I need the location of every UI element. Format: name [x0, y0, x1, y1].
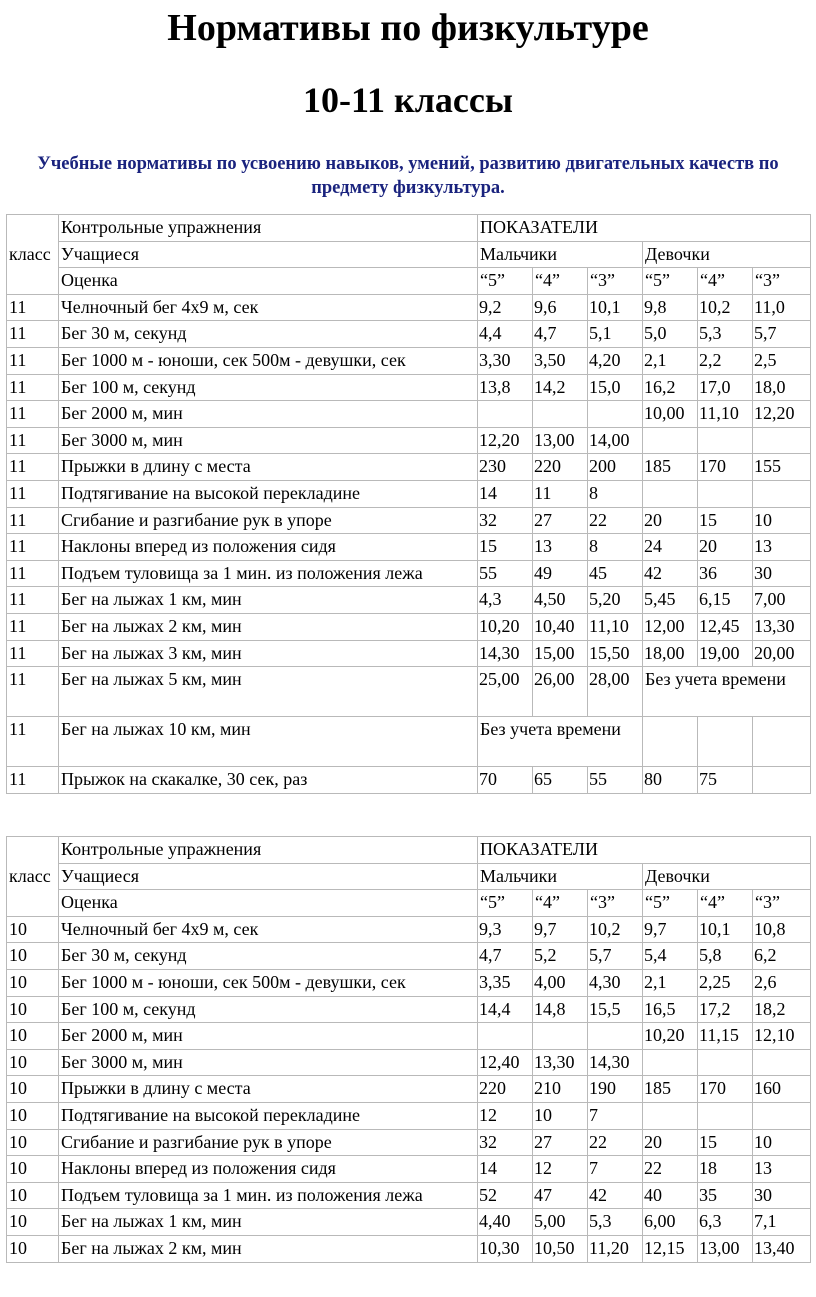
value-cell: 80	[643, 767, 698, 794]
value-cell: 14,4	[478, 996, 533, 1023]
table-row	[7, 613, 811, 640]
exercise-name-cell: Бег 30 м, секунд	[59, 943, 478, 970]
value-cell: 12	[478, 1102, 533, 1129]
value-cell: 20	[643, 1129, 698, 1156]
table-row	[7, 534, 811, 561]
value-cell: 13	[753, 534, 811, 561]
value-cell: 3,30	[478, 347, 533, 374]
exercise-name-cell: Бег 100 м, секунд	[59, 374, 478, 401]
class-header: класс	[7, 215, 59, 295]
value-cell: 70	[478, 767, 533, 794]
value-cell: 6,3	[698, 1209, 753, 1236]
table-row	[7, 1023, 811, 1050]
value-cell: 13,30	[533, 1049, 588, 1076]
value-cell: 14,30	[478, 640, 533, 667]
value-cell: 15,5	[588, 996, 643, 1023]
value-cell: 7,00	[753, 587, 811, 614]
class-cell: 11	[7, 374, 59, 401]
table-row	[7, 640, 811, 667]
value-cell: 15	[698, 507, 753, 534]
value-cell: 210	[533, 1076, 588, 1103]
value-cell: 2,1	[643, 969, 698, 996]
exercise-name-cell: Бег 2000 м, мин	[59, 1023, 478, 1050]
value-cell: 5,7	[588, 943, 643, 970]
exercises-header: Контрольные упражнения	[59, 215, 478, 242]
value-cell: 17,0	[698, 374, 753, 401]
grade-4-boys: “4”	[533, 890, 588, 917]
indicators-header: ПОКАЗАТЕЛИ	[478, 215, 811, 242]
value-cell: 9,8	[643, 294, 698, 321]
value-cell	[753, 480, 811, 507]
value-cell: 22	[588, 507, 643, 534]
value-cell: 160	[753, 1076, 811, 1103]
value-cell: 8	[588, 480, 643, 507]
value-cell: 15,0	[588, 374, 643, 401]
value-cell: 32	[478, 507, 533, 534]
table-row	[7, 1049, 811, 1076]
exercise-name-cell: Подъем туловища за 1 мин. из положения лежа	[59, 1182, 478, 1209]
value-cell: 18	[698, 1156, 753, 1183]
value-cell: 10,20	[478, 613, 533, 640]
value-cell: 2,25	[698, 969, 753, 996]
class-cell: 11	[7, 480, 59, 507]
value-cell: 35	[698, 1182, 753, 1209]
exercise-name-cell: Бег 3000 м, мин	[59, 1049, 478, 1076]
value-cell: 170	[698, 1076, 753, 1103]
value-cell: 15,00	[533, 640, 588, 667]
value-cell: 22	[588, 1129, 643, 1156]
exercise-name-cell: Челночный бег 4х9 м, сек	[59, 294, 478, 321]
value-cell: 185	[643, 1076, 698, 1103]
value-cell	[643, 480, 698, 507]
norms-table-grade-10	[6, 836, 811, 1263]
value-cell: 7	[588, 1102, 643, 1129]
value-cell: 13,30	[753, 613, 811, 640]
value-cell: 16,5	[643, 996, 698, 1023]
value-cell: 5,2	[533, 943, 588, 970]
value-cell: 65	[533, 767, 588, 794]
value-cell	[698, 717, 753, 767]
value-cell: 4,50	[533, 587, 588, 614]
table-row	[7, 587, 811, 614]
value-cell: 12,20	[753, 401, 811, 428]
value-cell: 10,2	[698, 294, 753, 321]
boys-header: Мальчики	[478, 863, 643, 890]
value-cell: 24	[643, 534, 698, 561]
grade-5-boys: “5”	[478, 268, 533, 295]
exercise-name-cell: Наклоны вперед из положения сидя	[59, 534, 478, 561]
exercise-name-cell: Челночный бег 4х9 м, сек	[59, 916, 478, 943]
value-cell: 10	[753, 507, 811, 534]
class-cell: 11	[7, 587, 59, 614]
table-row	[7, 507, 811, 534]
value-cell	[588, 401, 643, 428]
value-cell: 18,00	[643, 640, 698, 667]
boys-header: Мальчики	[478, 241, 643, 268]
indicators-header: ПОКАЗАТЕЛИ	[478, 837, 811, 864]
value-cell: 30	[753, 560, 811, 587]
girls-header: Девочки	[643, 863, 811, 890]
value-cell: 4,40	[478, 1209, 533, 1236]
class-cell: 11	[7, 401, 59, 428]
value-cell: 6,00	[643, 1209, 698, 1236]
value-cell: 14,00	[588, 427, 643, 454]
value-cell	[588, 1023, 643, 1050]
value-cell: 10	[753, 1129, 811, 1156]
value-cell: 10,30	[478, 1235, 533, 1262]
value-cell	[753, 767, 811, 794]
value-cell: 12,15	[643, 1235, 698, 1262]
exercise-name-cell: Бег 30 м, секунд	[59, 321, 478, 348]
value-cell: 9,2	[478, 294, 533, 321]
value-cell: 10,40	[533, 613, 588, 640]
value-cell: 2,2	[698, 347, 753, 374]
value-cell: 10,8	[753, 916, 811, 943]
value-cell: 3,50	[533, 347, 588, 374]
table-row	[7, 1129, 811, 1156]
value-cell: 8	[588, 534, 643, 561]
grade-11-rows	[7, 294, 811, 793]
value-cell: 9,7	[533, 916, 588, 943]
value-cell: 11,15	[698, 1023, 753, 1050]
table-row	[7, 1156, 811, 1183]
value-cell: 27	[533, 507, 588, 534]
girls-note-cell: Без учета времени	[643, 667, 811, 717]
class-cell: 11	[7, 321, 59, 348]
value-cell	[753, 1102, 811, 1129]
value-cell: 170	[698, 454, 753, 481]
class-cell: 11	[7, 640, 59, 667]
value-cell: 7	[588, 1156, 643, 1183]
value-cell: 45	[588, 560, 643, 587]
value-cell: 230	[478, 454, 533, 481]
value-cell: 12,45	[698, 613, 753, 640]
value-cell	[478, 1023, 533, 1050]
value-cell: 12	[533, 1156, 588, 1183]
value-cell	[753, 427, 811, 454]
table-row	[7, 969, 811, 996]
value-cell: 10,2	[588, 916, 643, 943]
value-cell: 5,45	[643, 587, 698, 614]
value-cell: 10,00	[643, 401, 698, 428]
exercise-name-cell: Бег 2000 м, мин	[59, 401, 478, 428]
class-cell: 10	[7, 1235, 59, 1262]
boys-note-cell: Без учета времени	[478, 717, 643, 767]
value-cell	[478, 401, 533, 428]
value-cell: 40	[643, 1182, 698, 1209]
value-cell: 10,1	[588, 294, 643, 321]
table-row	[7, 427, 811, 454]
value-cell: 42	[588, 1182, 643, 1209]
value-cell: 12,10	[753, 1023, 811, 1050]
class-cell: 10	[7, 1209, 59, 1236]
class-cell: 10	[7, 1076, 59, 1103]
grade-header: Оценка	[59, 268, 478, 295]
class-cell: 11	[7, 507, 59, 534]
value-cell: 30	[753, 1182, 811, 1209]
value-cell: 15	[478, 534, 533, 561]
value-cell: 12,20	[478, 427, 533, 454]
value-cell	[698, 1102, 753, 1129]
class-cell: 10	[7, 1156, 59, 1183]
exercise-name-cell: Сгибание и разгибание рук в упоре	[59, 1129, 478, 1156]
exercise-name-cell: Прыжки в длину с места	[59, 454, 478, 481]
value-cell	[533, 1023, 588, 1050]
value-cell: 16,2	[643, 374, 698, 401]
grade-10-rows	[7, 916, 811, 1262]
value-cell: 25,00	[478, 667, 533, 717]
table-row	[7, 1235, 811, 1262]
table-row	[7, 1076, 811, 1103]
value-cell: 14	[478, 480, 533, 507]
value-cell: 4,00	[533, 969, 588, 996]
table-row	[7, 943, 811, 970]
value-cell: 4,3	[478, 587, 533, 614]
value-cell: 5,20	[588, 587, 643, 614]
grade-3-boys: “3”	[588, 890, 643, 917]
exercise-name-cell: Бег на лыжах 1 км, мин	[59, 1209, 478, 1236]
value-cell: 32	[478, 1129, 533, 1156]
value-cell	[643, 1049, 698, 1076]
value-cell: 11,0	[753, 294, 811, 321]
value-cell: 220	[533, 454, 588, 481]
value-cell: 14,30	[588, 1049, 643, 1076]
value-cell: 11,20	[588, 1235, 643, 1262]
value-cell: 11	[533, 480, 588, 507]
value-cell	[698, 1049, 753, 1076]
class-header: класс	[7, 837, 59, 917]
table-row	[7, 667, 811, 717]
value-cell	[698, 480, 753, 507]
page-description: Учебные нормативы по усвоению навыков, умений, развитию двигательных качеств по предмету физкультура.	[37, 154, 779, 198]
value-cell: 20,00	[753, 640, 811, 667]
class-cell: 11	[7, 347, 59, 374]
page-subtitle: 10-11 классы	[302, 80, 513, 120]
value-cell: 42	[643, 560, 698, 587]
exercise-name-cell: Подтягивание на высокой перекладине	[59, 1102, 478, 1129]
exercises-header: Контрольные упражнения	[59, 837, 478, 864]
value-cell	[698, 427, 753, 454]
exercise-name-cell: Сгибание и разгибание рук в упоре	[59, 507, 478, 534]
grade-4-boys: “4”	[533, 268, 588, 295]
table-row	[7, 767, 811, 794]
table-row	[7, 480, 811, 507]
table-row	[7, 347, 811, 374]
exercise-name-cell: Прыжок на скакалке, 30 сек, раз	[59, 767, 478, 794]
grade-5-girls: “5”	[643, 890, 698, 917]
grade-5-boys: “5”	[478, 890, 533, 917]
value-cell: 47	[533, 1182, 588, 1209]
value-cell: 7,1	[753, 1209, 811, 1236]
exercise-name-cell: Бег на лыжах 3 км, мин	[59, 640, 478, 667]
value-cell: 14,8	[533, 996, 588, 1023]
value-cell: 4,20	[588, 347, 643, 374]
value-cell: 6,2	[753, 943, 811, 970]
value-cell: 10,20	[643, 1023, 698, 1050]
value-cell	[753, 717, 811, 767]
value-cell: 75	[698, 767, 753, 794]
table-row	[7, 916, 811, 943]
value-cell: 15,50	[588, 640, 643, 667]
value-cell: 4,7	[478, 943, 533, 970]
value-cell: 10	[533, 1102, 588, 1129]
value-cell: 28,00	[588, 667, 643, 717]
exercise-name-cell: Бег на лыжах 2 км, мин	[59, 613, 478, 640]
exercise-name-cell: Подтягивание на высокой перекладине	[59, 480, 478, 507]
table-row	[7, 1102, 811, 1129]
value-cell: 185	[643, 454, 698, 481]
class-cell: 10	[7, 943, 59, 970]
value-cell: 19,00	[698, 640, 753, 667]
class-cell: 11	[7, 613, 59, 640]
grade-4-girls: “4”	[698, 890, 753, 917]
value-cell: 26,00	[533, 667, 588, 717]
class-cell: 11	[7, 427, 59, 454]
value-cell: 6,15	[698, 587, 753, 614]
exercise-name-cell: Бег 1000 м - юноши, сек 500м - девушки, сек	[59, 347, 478, 374]
value-cell: 52	[478, 1182, 533, 1209]
grade-3-girls: “3”	[753, 890, 811, 917]
value-cell: 13,00	[698, 1235, 753, 1262]
value-cell: 14,2	[533, 374, 588, 401]
table-row	[7, 717, 811, 767]
girls-header: Девочки	[643, 241, 811, 268]
value-cell: 200	[588, 454, 643, 481]
table-row	[7, 401, 811, 428]
value-cell: 220	[478, 1076, 533, 1103]
value-cell: 18,2	[753, 996, 811, 1023]
class-cell: 10	[7, 1023, 59, 1050]
value-cell: 5,7	[753, 321, 811, 348]
students-header: Учащиеся	[59, 863, 478, 890]
value-cell: 18,0	[753, 374, 811, 401]
table-row	[7, 374, 811, 401]
value-cell	[533, 401, 588, 428]
grade-3-girls: “3”	[753, 268, 811, 295]
table-row	[7, 454, 811, 481]
table-row	[7, 996, 811, 1023]
class-cell: 11	[7, 560, 59, 587]
value-cell: 5,3	[588, 1209, 643, 1236]
value-cell: 2,6	[753, 969, 811, 996]
value-cell: 5,00	[533, 1209, 588, 1236]
value-cell: 3,35	[478, 969, 533, 996]
table-row	[7, 560, 811, 587]
value-cell	[753, 1049, 811, 1076]
exercise-name-cell: Подъем туловища за 1 мин. из положения лежа	[59, 560, 478, 587]
grade-5-girls: “5”	[643, 268, 698, 295]
value-cell	[643, 717, 698, 767]
class-cell: 11	[7, 454, 59, 481]
class-cell: 10	[7, 1182, 59, 1209]
class-cell: 11	[7, 767, 59, 794]
class-cell: 11	[7, 717, 59, 767]
value-cell: 11,10	[698, 401, 753, 428]
students-header: Учащиеся	[59, 241, 478, 268]
value-cell: 155	[753, 454, 811, 481]
class-cell: 10	[7, 1049, 59, 1076]
value-cell: 20	[698, 534, 753, 561]
grade-3-boys: “3”	[588, 268, 643, 295]
exercise-name-cell: Бег на лыжах 2 км, мин	[59, 1235, 478, 1262]
class-cell: 11	[7, 667, 59, 717]
value-cell	[643, 427, 698, 454]
page-title: Нормативы по физкультуре	[167, 7, 649, 49]
table-row	[7, 294, 811, 321]
exercise-name-cell: Бег на лыжах 10 км, мин	[59, 717, 478, 767]
value-cell: 9,6	[533, 294, 588, 321]
value-cell: 13,00	[533, 427, 588, 454]
value-cell: 2,5	[753, 347, 811, 374]
exercise-name-cell: Бег на лыжах 5 км, мин	[59, 667, 478, 717]
value-cell: 4,30	[588, 969, 643, 996]
value-cell: 55	[478, 560, 533, 587]
value-cell: 55	[588, 767, 643, 794]
value-cell: 12,40	[478, 1049, 533, 1076]
value-cell: 5,8	[698, 943, 753, 970]
value-cell: 22	[643, 1156, 698, 1183]
value-cell: 5,1	[588, 321, 643, 348]
table-row	[7, 321, 811, 348]
value-cell: 9,3	[478, 916, 533, 943]
value-cell: 49	[533, 560, 588, 587]
value-cell: 10,1	[698, 916, 753, 943]
exercise-name-cell: Бег 100 м, секунд	[59, 996, 478, 1023]
value-cell: 13	[753, 1156, 811, 1183]
value-cell: 5,0	[643, 321, 698, 348]
value-cell: 36	[698, 560, 753, 587]
value-cell: 20	[643, 507, 698, 534]
exercise-name-cell: Бег на лыжах 1 км, мин	[59, 587, 478, 614]
value-cell: 190	[588, 1076, 643, 1103]
value-cell: 12,00	[643, 613, 698, 640]
value-cell: 5,4	[643, 943, 698, 970]
class-cell: 10	[7, 996, 59, 1023]
value-cell: 2,1	[643, 347, 698, 374]
exercise-name-cell: Прыжки в длину с места	[59, 1076, 478, 1103]
value-cell: 11,10	[588, 613, 643, 640]
class-cell: 10	[7, 969, 59, 996]
value-cell: 9,7	[643, 916, 698, 943]
value-cell: 13,8	[478, 374, 533, 401]
value-cell: 13,40	[753, 1235, 811, 1262]
value-cell	[643, 1102, 698, 1129]
table-row	[7, 1209, 811, 1236]
grade-4-girls: “4”	[698, 268, 753, 295]
class-cell: 10	[7, 1102, 59, 1129]
class-cell: 10	[7, 1129, 59, 1156]
class-cell: 11	[7, 534, 59, 561]
grade-header: Оценка	[59, 890, 478, 917]
value-cell: 5,3	[698, 321, 753, 348]
exercise-name-cell: Бег 1000 м - юноши, сек 500м - девушки, сек	[59, 969, 478, 996]
value-cell: 4,7	[533, 321, 588, 348]
class-cell: 10	[7, 916, 59, 943]
value-cell: 17,2	[698, 996, 753, 1023]
norms-table-grade-11	[6, 214, 811, 794]
value-cell: 14	[478, 1156, 533, 1183]
exercise-name-cell: Наклоны вперед из положения сидя	[59, 1156, 478, 1183]
exercise-name-cell: Бег 3000 м, мин	[59, 427, 478, 454]
value-cell: 27	[533, 1129, 588, 1156]
value-cell: 10,50	[533, 1235, 588, 1262]
table-row	[7, 1182, 811, 1209]
class-cell: 11	[7, 294, 59, 321]
value-cell: 15	[698, 1129, 753, 1156]
value-cell: 4,4	[478, 321, 533, 348]
value-cell: 13	[533, 534, 588, 561]
